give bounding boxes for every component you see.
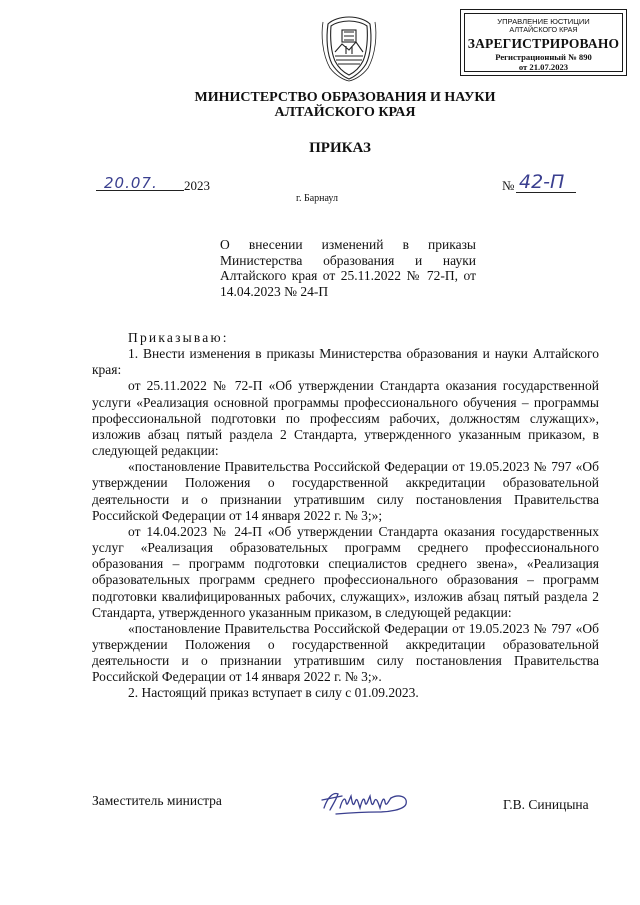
body-paragraph-4: от 14.04.2023 № 24-П «Об утверждении Стандарта оказания государственных услуг «Реализация образовательных программ среднего профессионального образования – программ подготовки специалистов среднего звена», «Реализация образовательных программ среднего профессионального образования – программ подготовки квалифицированных рабочих, служащих», изложив абзац пятый раздела 2 Стандарта, утвержденного указанным приказом, в следующей редакции: bbox=[92, 523, 599, 620]
stamp-registered-title: ЗАРЕГИСТРИРОВАНО bbox=[467, 36, 620, 51]
body-paragraph-5: «постановление Правительства Российской Федерации от 19.05.2023 № 797 «Об утверждении Положения о государственной аккредитации образовательной деятельности и о признании утратившим силу постановления Правительства Российской Федерации от 14 января 2022 г. № 3;». bbox=[92, 620, 599, 685]
document-type-title: ПРИКАЗ bbox=[309, 140, 371, 156]
order-subject: О внесении изменений в приказы Министерства образования и науки Алтайского края от 25.11.2022 № 72-П, от 14.04.2023 № 24-П bbox=[220, 237, 476, 299]
stamp-registration-number: Регистрационный № 890 bbox=[495, 52, 592, 62]
city-name: г. Барнаул bbox=[296, 193, 338, 204]
signatory-name: Г.В. Синицына bbox=[503, 797, 589, 812]
order-lead: Приказываю: bbox=[128, 330, 229, 345]
number-sign: № bbox=[502, 178, 515, 193]
body-paragraph-3: «постановление Правительства Российской Федерации от 19.05.2023 № 797 «Об утверждении Положения о государственной аккредитации образовательной деятельности и о признании утратившим силу постановления Правительства Российской Федерации от 14 января 2022 г. № 3;»; bbox=[92, 459, 599, 523]
date-year: 2023 bbox=[184, 178, 210, 193]
coat-of-arms-emblem bbox=[320, 14, 378, 82]
order-body bbox=[92, 330, 599, 702]
handwritten-signature bbox=[318, 782, 428, 820]
stamp-inner-border bbox=[464, 13, 623, 72]
body-paragraph-6: 2. Настоящий приказ вступает в силу с 01.09.2023. bbox=[128, 685, 419, 701]
signatory-position: Заместитель министра bbox=[92, 793, 222, 808]
ministry-name bbox=[150, 90, 540, 120]
handwritten-date: 20.07. bbox=[104, 174, 158, 192]
body-paragraph-1: 1. Внести изменения в приказы Министерства образования и науки Алтайского края: bbox=[92, 346, 599, 378]
body-paragraph-2: от 25.11.2022 № 72-П «Об утверждении Стандарта оказания государственной услуги «Реализация основной программы профессионального обучения – программы профессиональной подготовки по профессиям рабочих, должностям служащих», изложив абзац пятый раздела 2 Стандарта, утвержденного указанным приказом, в следующей редакции: bbox=[92, 378, 599, 459]
registration-stamp bbox=[460, 9, 627, 76]
stamp-authority-line1: УПРАВЛЕНИЕ ЮСТИЦИИ bbox=[497, 17, 590, 26]
stamp-authority-line2: АЛТАЙСКОГО КРАЯ bbox=[509, 25, 578, 34]
ministry-line1: МИНИСТЕРСТВО ОБРАЗОВАНИЯ И НАУКИ bbox=[194, 90, 496, 105]
ministry-line2: АЛТАЙСКОГО КРАЯ bbox=[274, 105, 416, 120]
handwritten-order-number: 42-П bbox=[519, 171, 565, 193]
number-underline bbox=[516, 192, 576, 193]
stamp-registration-date: от 21.07.2023 bbox=[518, 62, 569, 72]
